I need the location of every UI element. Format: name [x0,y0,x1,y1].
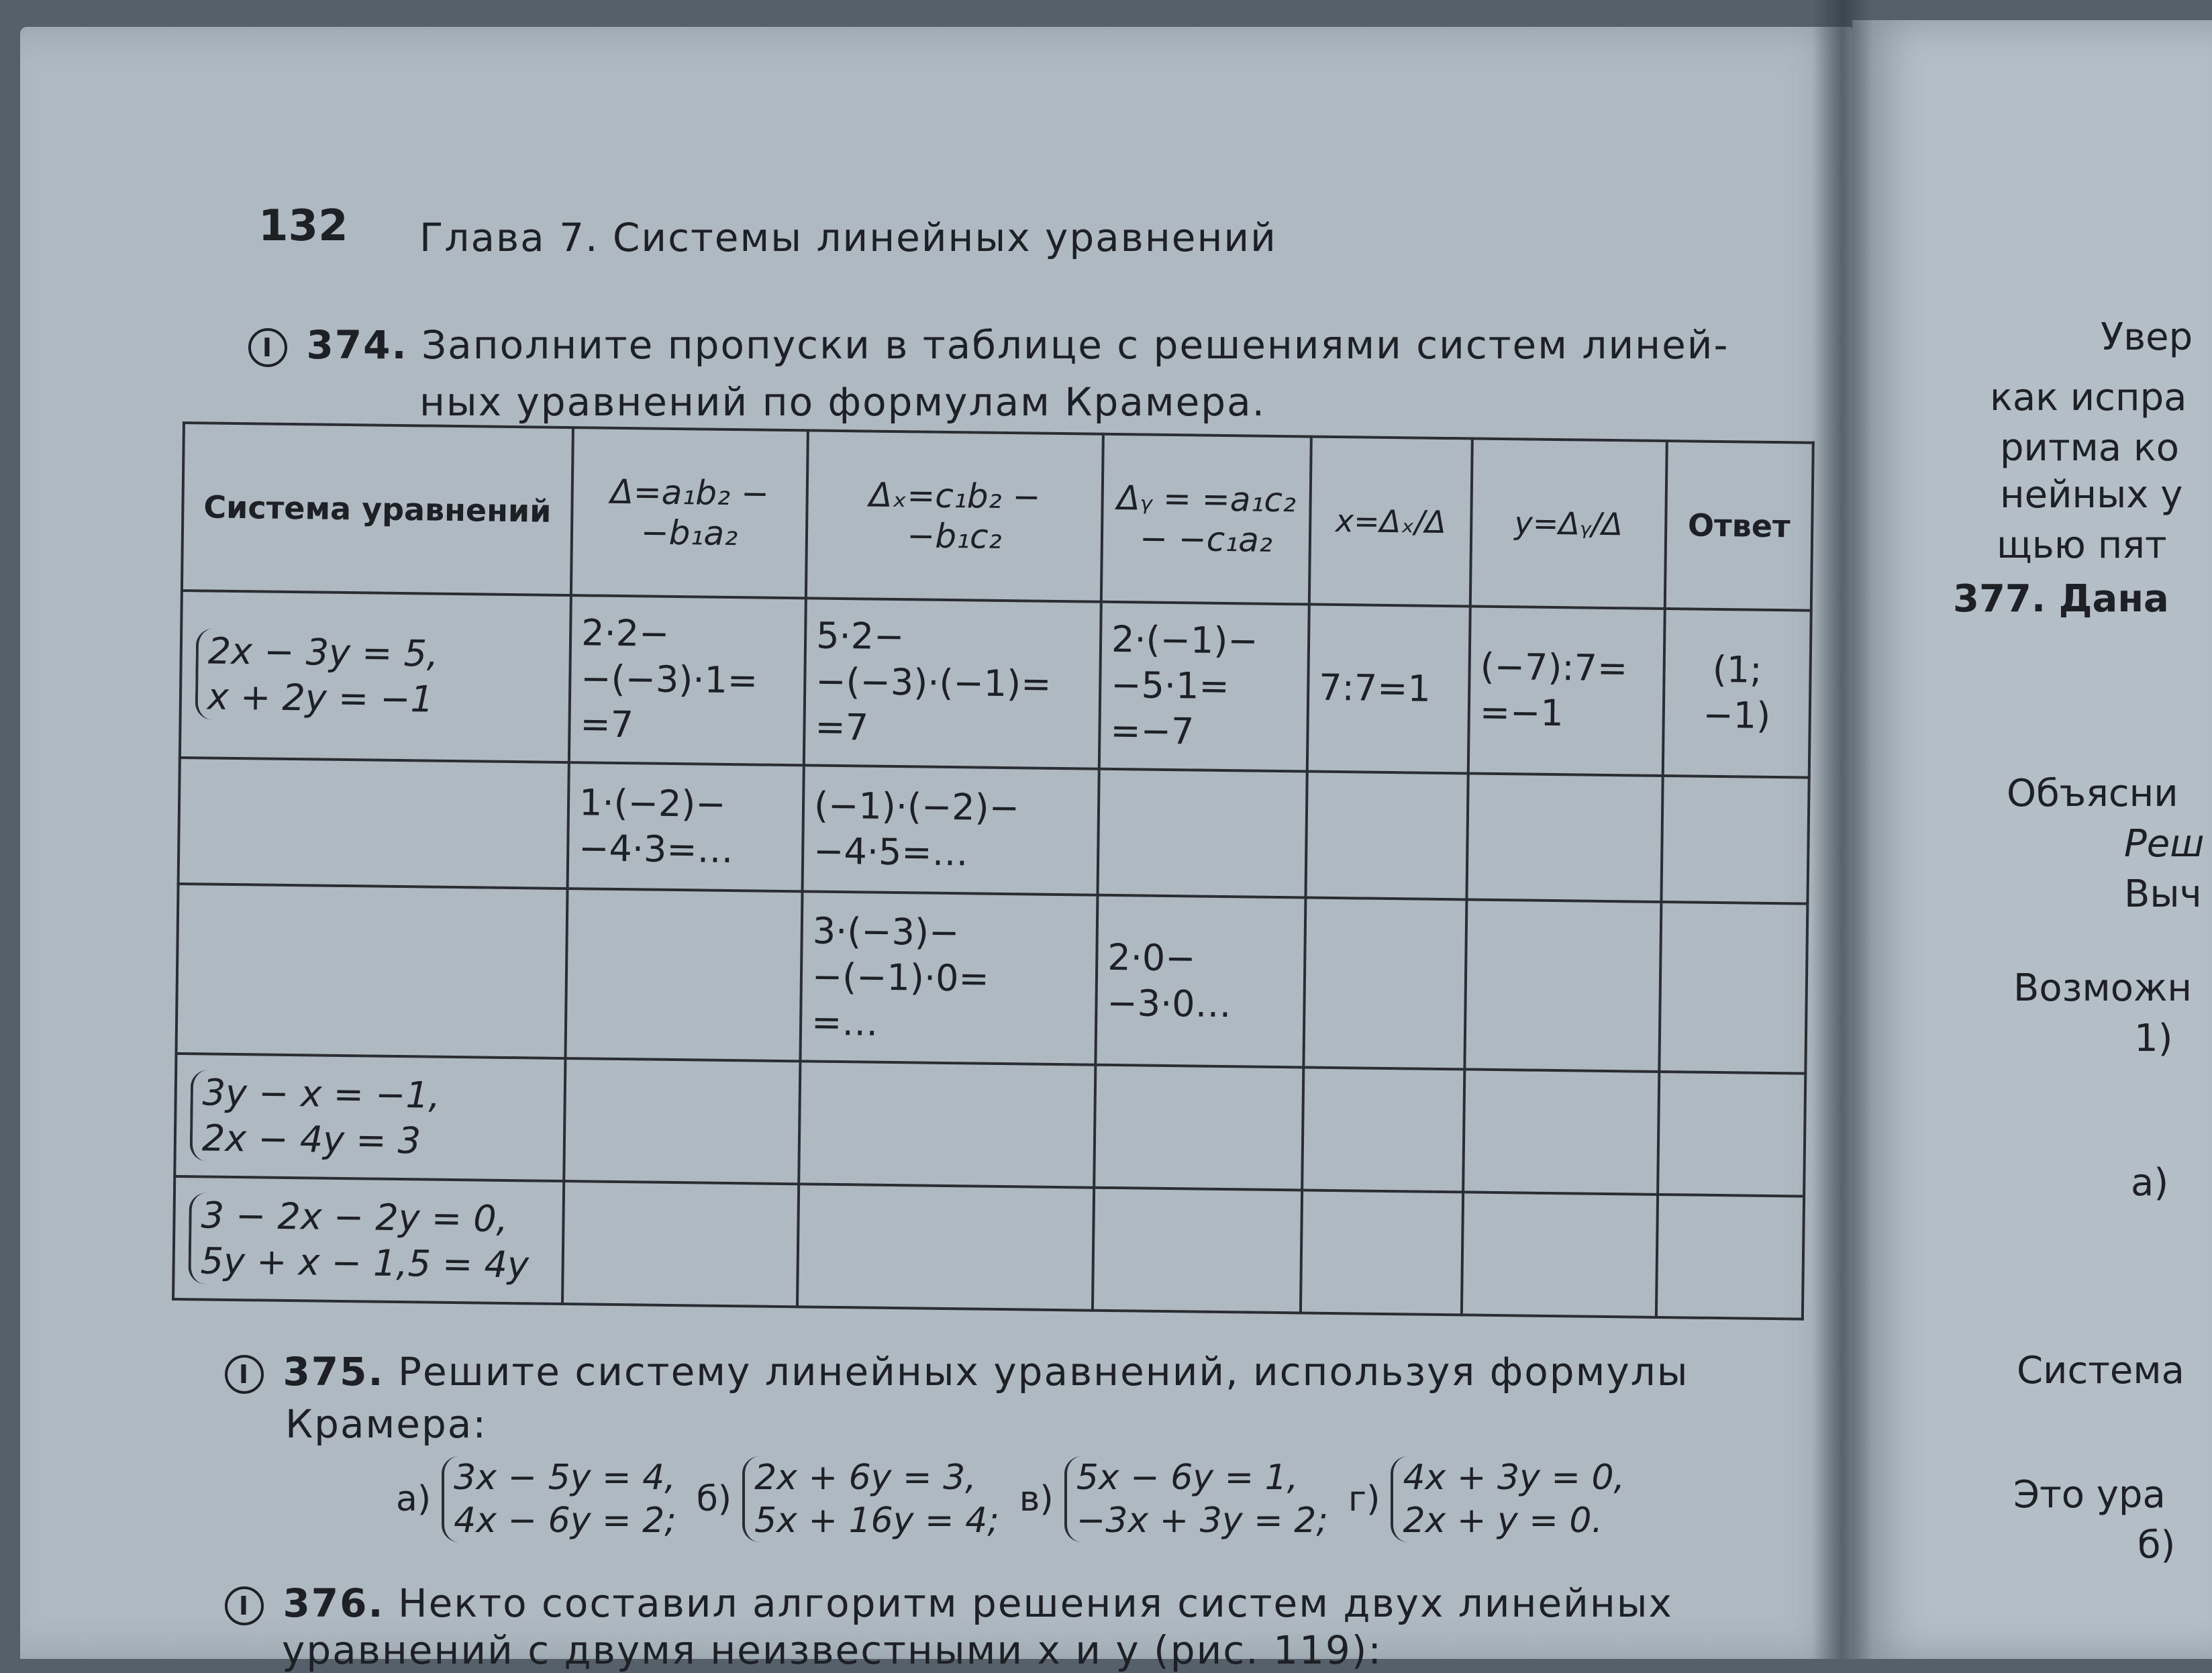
system-equation: 3 − 2x − 2y = 0, [201,1194,509,1240]
system-equation: 5y + x − 1,5 = 4y [200,1239,530,1286]
cell-system [173,1176,564,1304]
difficulty-circle-icon: I [248,328,287,367]
header-y: y=Δᵧ/Δ [1470,438,1667,609]
system-brace [195,629,439,723]
table-row [180,591,1811,777]
system-brace [188,1193,530,1288]
right-text-13: Система [2017,1349,2184,1392]
right-text-4: нейных у [2000,473,2183,517]
cell-answer [1659,902,1807,1074]
cell-x [1305,771,1468,899]
option-label: в) [1019,1479,1054,1519]
option-equation: 4x + 3y = 0, [1403,1458,1625,1498]
task-376-number: 376. [283,1580,385,1626]
option-label: г) [1348,1479,1380,1519]
cell-dx: 5·2− −(−3)·(−1)= =7 [804,598,1101,768]
right-text-7: Объясни [2007,772,2178,815]
chapter-title: Глава 7. Системы линейных уравнений [419,215,1277,260]
book-gutter [1812,0,1872,1659]
cell-answer: (1; −1) [1663,609,1811,777]
cell-system [174,1054,565,1181]
option-equation: 5x − 6y = 1, [1076,1458,1299,1498]
cell-answer [1658,1072,1805,1196]
option-label: а) [396,1479,432,1519]
right-text-12: а) [2131,1161,2169,1205]
cell-dx [799,1062,1095,1188]
difficulty-circle-icon: I [225,1355,264,1394]
option-equation: 5x + 16y = 4; [754,1501,999,1541]
option-equation: 2x + 6y = 3, [754,1458,976,1498]
option-equation: 3x − 5y = 4, [454,1458,676,1498]
task-375-number: 375. [283,1349,385,1395]
option-3 [1019,1456,1328,1542]
cell-y [1463,1070,1659,1195]
header-system: Система уравнений [182,423,573,595]
cell-delta [565,889,802,1062]
right-text-3: ритма ко [2000,426,2180,470]
header-delta-y: Δᵧ = =a₁c₂ − −c₁a₂ [1101,434,1311,605]
right-text-15: б) [2138,1523,2176,1567]
table-row [179,758,1809,903]
header-answer: Ответ [1665,441,1813,611]
cramer-table [172,421,1815,1321]
option-2 [697,1456,999,1542]
cell-dy: 2·(−1)− −5·1= =−7 [1099,602,1309,772]
header-delta-x: Δₓ=c₁b₂ − −b₁c₂ [806,430,1103,601]
table-row [176,884,1807,1074]
cell-dx [797,1184,1094,1311]
system-equation: 3y − x = −1, [202,1071,441,1117]
option-4 [1348,1456,1625,1542]
header-x: x=Δₓ/Δ [1309,437,1472,607]
option-system [1391,1456,1625,1542]
table-row [174,1054,1805,1196]
task-374-line2: ных уравнений по формулам Крамера. [419,379,1266,425]
header-delta: Δ=a₁b₂ − −b₁a₂ [571,427,808,598]
system-brace [190,1070,441,1164]
right-text-1: Увер [2101,315,2193,359]
cell-answer [1656,1195,1804,1319]
cell-delta [564,1058,800,1184]
task-375-options [396,1456,1645,1542]
cell-system [176,884,567,1059]
system-equation: 2x − 3y = 5, [207,629,439,676]
right-text-14: Это ура [2013,1473,2166,1517]
task-376-line1 [225,1580,1673,1626]
system-equation: x + 2y = −1 [207,675,434,721]
right-text-10: Возможн [2013,966,2193,1010]
task-376-text-1: Некто составил алгоритм решения систем двух линейных [397,1580,1673,1626]
option-equation: 2x + y = 0. [1403,1501,1603,1541]
task-375-line1 [225,1349,1689,1395]
option-system [1064,1456,1328,1542]
cell-dy [1093,1188,1302,1313]
cell-x [1302,1068,1464,1193]
cell-delta: 1·(−2)− −4·3=… [568,762,804,891]
cell-dx: 3·(−3)− −(−1)·0= =… [800,891,1097,1065]
cell-dy [1097,768,1307,897]
option-equation: 4x − 6y = 2; [454,1501,676,1541]
table-row [173,1176,1804,1319]
right-text-8: Реш [2124,822,2205,866]
cell-delta [562,1181,799,1307]
option-1 [396,1456,676,1542]
cell-answer [1661,776,1809,903]
cell-x: 7:7=1 [1307,605,1470,774]
right-text-2: как испра [1990,376,2187,419]
table-header-row [182,423,1813,611]
right-text-11: 1) [2134,1017,2173,1060]
cell-y: (−7):7= =−1 [1468,606,1665,775]
cell-delta: 2·2− −(−3)·1= =7 [569,595,806,765]
option-equation: −3x + 3y = 2; [1076,1501,1328,1541]
task-374-number: 374. [306,322,408,368]
task-375-text-1: Решите систему линейных уравнений, используя формулы [397,1349,1689,1395]
cell-y [1464,899,1661,1072]
page-number: 132 [258,201,348,251]
cell-system [180,591,571,762]
cell-x [1303,897,1466,1070]
cell-y [1462,1193,1658,1317]
task-376-line2: уравнений с двумя неизвестными x и y (рис. 119): [282,1627,1382,1673]
cell-x [1301,1190,1463,1315]
cell-dx: (−1)·(−2)− −4·5=… [803,765,1099,895]
task-375-line2: Крамера: [285,1401,487,1447]
right-text-9: Выч [2124,872,2202,916]
system-equation: 2x − 4y = 3 [201,1117,421,1162]
task-374-text-1: Заполните пропуски в таблице с решениями систем линей- [421,322,1729,368]
option-label: б) [696,1479,732,1519]
right-text-5: щью пят [1997,523,2167,567]
cell-system [179,758,569,889]
cell-y [1466,773,1662,901]
right-text-6: 377. Дана [1953,577,2169,621]
cell-dy [1094,1065,1303,1190]
option-system [742,1456,999,1542]
option-system [442,1456,676,1542]
task-374-line1 [248,322,1729,368]
difficulty-circle-icon: I [225,1586,264,1625]
cell-dy: 2·0− −3·0… [1095,895,1305,1068]
